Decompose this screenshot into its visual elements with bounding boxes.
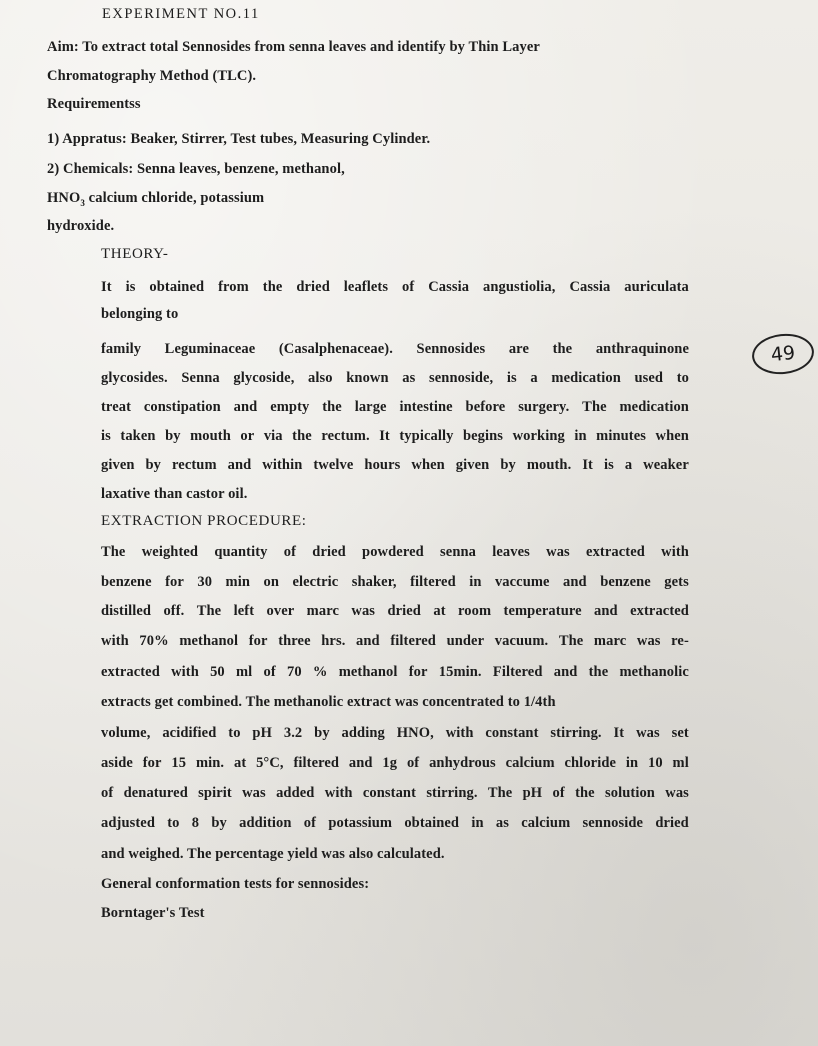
word: pH bbox=[522, 785, 543, 801]
word: as bbox=[495, 815, 509, 831]
word: electric bbox=[292, 574, 339, 590]
word: auriculata bbox=[624, 279, 689, 295]
word: The bbox=[101, 544, 126, 560]
word: of bbox=[401, 279, 415, 295]
word: min. bbox=[195, 755, 225, 771]
extraction-heading: EXTRACTION PROCEDURE: bbox=[101, 513, 307, 529]
word: glycoside, bbox=[233, 370, 295, 386]
word: to bbox=[228, 725, 241, 741]
word: on bbox=[263, 574, 279, 590]
word: 3.2 bbox=[283, 725, 303, 741]
word: in bbox=[574, 428, 587, 444]
word: stirring. bbox=[426, 785, 478, 801]
word: given bbox=[455, 457, 490, 473]
theory-heading: THEORY- bbox=[101, 246, 169, 262]
word: It bbox=[101, 279, 112, 295]
word: leaves bbox=[492, 544, 530, 560]
chemicals-formula-subscript: 3 bbox=[80, 197, 85, 208]
word: addition bbox=[239, 815, 292, 831]
word: sennoside, bbox=[429, 370, 494, 386]
theory-line bbox=[101, 341, 689, 358]
word: 8 bbox=[191, 815, 200, 831]
word: spirit bbox=[198, 785, 232, 801]
word: the bbox=[552, 341, 573, 357]
chemicals-line-2 bbox=[47, 190, 264, 208]
word: re- bbox=[671, 633, 689, 649]
word: also bbox=[308, 370, 333, 386]
word: was bbox=[636, 633, 661, 649]
word: powdered bbox=[362, 544, 424, 560]
word: weaker bbox=[643, 457, 689, 473]
word: and bbox=[594, 603, 618, 619]
word: quantity bbox=[214, 544, 268, 560]
word: by bbox=[314, 725, 330, 741]
word: was bbox=[546, 544, 570, 560]
word: hours bbox=[364, 457, 401, 473]
word: the bbox=[292, 428, 312, 444]
word: at bbox=[233, 755, 247, 771]
word: or bbox=[240, 428, 255, 444]
requirements-heading: Requirementss bbox=[47, 96, 141, 112]
word: for bbox=[142, 755, 162, 771]
word: family bbox=[101, 341, 142, 357]
word: empty bbox=[270, 399, 310, 415]
word: filtered bbox=[390, 633, 436, 649]
word: is bbox=[101, 428, 111, 444]
word: obtained bbox=[404, 815, 460, 831]
word: extracted bbox=[101, 664, 160, 680]
word: 15 bbox=[171, 755, 187, 771]
word: 30 bbox=[197, 574, 213, 590]
word: methanolic bbox=[619, 664, 689, 680]
word: within bbox=[262, 457, 303, 473]
word: rectum. bbox=[321, 428, 370, 444]
word: The bbox=[582, 399, 607, 415]
word: methanol bbox=[338, 664, 398, 680]
word: used bbox=[634, 370, 664, 386]
word: of bbox=[101, 785, 114, 801]
word: mouth bbox=[190, 428, 231, 444]
apparatus-line: 1) Appratus: Beaker, Stirrer, Test tubes, Measuring Cylinder. bbox=[47, 131, 431, 147]
word: min bbox=[225, 574, 251, 590]
word: when bbox=[411, 457, 445, 473]
word: ml bbox=[235, 664, 253, 680]
word: a bbox=[530, 370, 538, 386]
word: marc bbox=[593, 633, 627, 649]
word: at bbox=[433, 603, 446, 619]
word: was bbox=[242, 785, 266, 801]
word: Leguminaceae bbox=[164, 341, 256, 357]
extraction-line bbox=[101, 755, 689, 772]
word: under bbox=[446, 633, 485, 649]
word: known bbox=[346, 370, 389, 386]
word: by bbox=[211, 815, 227, 831]
chemicals-formula: HNO bbox=[47, 190, 81, 206]
theory-line bbox=[101, 399, 689, 416]
word: The bbox=[196, 603, 222, 619]
word: large bbox=[354, 399, 387, 415]
aim-line-1: Aim: To extract total Sennosides from senna leaves and identify by Thin Layer bbox=[47, 39, 540, 55]
word: benzene bbox=[101, 574, 152, 590]
word: marc bbox=[306, 603, 340, 619]
word: with bbox=[661, 544, 689, 560]
extraction-line bbox=[101, 664, 689, 681]
chemicals-line-2-rest: calcium chloride, potassium bbox=[84, 190, 265, 206]
word: acidified bbox=[162, 725, 217, 741]
word: three bbox=[278, 633, 311, 649]
word: over bbox=[266, 603, 295, 619]
word: the bbox=[575, 785, 595, 801]
word: by bbox=[165, 428, 181, 444]
handwritten-page-number: 49 bbox=[750, 331, 816, 377]
word: 1g bbox=[382, 755, 398, 771]
word: room bbox=[458, 603, 492, 619]
word: by bbox=[500, 457, 516, 473]
theory-line bbox=[101, 457, 689, 474]
word: % bbox=[312, 664, 328, 680]
word: 50 bbox=[210, 664, 225, 680]
word: gets bbox=[664, 574, 689, 590]
word: dried bbox=[387, 603, 421, 619]
word: pH bbox=[252, 725, 272, 741]
word: The bbox=[558, 633, 584, 649]
word: HNO, bbox=[396, 725, 434, 741]
test-name: Borntager's Test bbox=[101, 905, 205, 921]
word: for bbox=[408, 664, 428, 680]
word: Sennosides bbox=[416, 341, 486, 357]
word: before bbox=[465, 399, 506, 415]
word: and bbox=[553, 664, 578, 680]
word: for bbox=[165, 574, 184, 590]
word: in bbox=[471, 815, 484, 831]
tests-heading: General conformation tests for sennosides: bbox=[101, 876, 370, 892]
word: 10 bbox=[647, 755, 663, 771]
word: begins bbox=[462, 428, 504, 444]
word: typically bbox=[399, 428, 454, 444]
word: mouth. bbox=[526, 457, 572, 473]
word: chloride bbox=[564, 755, 617, 771]
word: adjusted bbox=[101, 815, 155, 831]
word: is bbox=[506, 370, 517, 386]
experiment-title: EXPERIMENT NO.11 bbox=[102, 6, 260, 22]
word: anthraquinone bbox=[595, 341, 689, 357]
word: hrs. bbox=[321, 633, 346, 649]
word: shaker, bbox=[351, 574, 397, 590]
word: of bbox=[303, 815, 317, 831]
word: dried bbox=[296, 279, 330, 295]
word: It bbox=[582, 457, 593, 473]
word: obtained bbox=[149, 279, 205, 295]
word: It bbox=[379, 428, 390, 444]
extraction-line bbox=[101, 725, 689, 742]
word: constipation bbox=[143, 399, 221, 415]
word: vacuum. bbox=[494, 633, 549, 649]
word: constant bbox=[485, 725, 539, 741]
word: leaflets bbox=[343, 279, 389, 295]
word: 70% bbox=[139, 633, 169, 649]
word: Filtered bbox=[492, 664, 543, 680]
aim-line-2: Chromatography Method (TLC). bbox=[47, 68, 257, 84]
word: with bbox=[101, 633, 129, 649]
word: with bbox=[324, 785, 353, 801]
word: 5°C, bbox=[256, 755, 284, 771]
word: and bbox=[348, 755, 373, 771]
word: treat bbox=[101, 399, 132, 415]
word: extracted bbox=[630, 603, 689, 619]
word: was bbox=[665, 785, 689, 801]
word: taken bbox=[120, 428, 156, 444]
extraction-line bbox=[101, 815, 689, 832]
word: with bbox=[171, 664, 199, 680]
word: and bbox=[356, 633, 380, 649]
extraction-line bbox=[101, 544, 689, 561]
word: of bbox=[406, 755, 420, 771]
word: filtered bbox=[410, 574, 456, 590]
word: 15min. bbox=[438, 664, 482, 680]
extraction-line bbox=[101, 785, 689, 802]
word: solution bbox=[605, 785, 655, 801]
extraction-line bbox=[101, 574, 689, 591]
extraction-line: and weighed. The percentage yield was also calculated. bbox=[101, 846, 445, 862]
word: and bbox=[233, 399, 258, 415]
word: aside bbox=[101, 755, 133, 771]
word: given bbox=[101, 457, 135, 473]
word: dried bbox=[312, 544, 346, 560]
word: weighted bbox=[141, 544, 199, 560]
word: Cassia bbox=[428, 279, 470, 295]
word: in bbox=[625, 755, 639, 771]
word: is bbox=[125, 279, 136, 295]
word: It bbox=[613, 725, 625, 741]
word: extracted bbox=[586, 544, 645, 560]
word: of bbox=[552, 785, 565, 801]
word: constant bbox=[362, 785, 417, 801]
word: a bbox=[624, 457, 633, 473]
word: was bbox=[351, 603, 376, 619]
word: to bbox=[167, 815, 180, 831]
word: the bbox=[322, 399, 342, 415]
word: surgery. bbox=[518, 399, 570, 415]
word: angustiolia, bbox=[483, 279, 556, 295]
extraction-line: extracts get combined. The methanolic extract was concentrated to 1/4th bbox=[101, 694, 556, 710]
word: distilled bbox=[101, 603, 152, 619]
word: added bbox=[276, 785, 315, 801]
word: senna bbox=[440, 544, 477, 560]
word: ml bbox=[672, 755, 689, 771]
word: Cassia bbox=[569, 279, 611, 295]
word: calcium bbox=[505, 755, 555, 771]
word: and bbox=[563, 574, 587, 590]
word: denatured bbox=[123, 785, 188, 801]
word: stirring. bbox=[550, 725, 602, 741]
word: was bbox=[636, 725, 660, 741]
word: adding bbox=[341, 725, 385, 741]
extraction-line bbox=[101, 603, 689, 620]
word: medication bbox=[619, 399, 689, 415]
word: vaccume bbox=[494, 574, 550, 590]
word: via bbox=[263, 428, 283, 444]
word: sennoside bbox=[582, 815, 644, 831]
word: potassium bbox=[328, 815, 393, 831]
word: with bbox=[445, 725, 474, 741]
word: Senna bbox=[181, 370, 220, 386]
chemicals-line-1: 2) Chemicals: Senna leaves, benzene, methanol, bbox=[47, 161, 345, 177]
word: methanol bbox=[179, 633, 239, 649]
word: the bbox=[588, 664, 609, 680]
word: working bbox=[512, 428, 565, 444]
word: as bbox=[402, 370, 416, 386]
word: when bbox=[655, 428, 689, 444]
chemicals-line-3: hydroxide. bbox=[47, 218, 115, 234]
word: is bbox=[603, 457, 614, 473]
theory-line: belonging to bbox=[101, 306, 179, 322]
word: (Casalphenaceae). bbox=[278, 341, 393, 357]
word: filtered bbox=[293, 755, 340, 771]
word: left bbox=[233, 603, 255, 619]
theory-line: laxative than castor oil. bbox=[101, 486, 248, 502]
word: and bbox=[227, 457, 252, 473]
word: temperature bbox=[503, 603, 582, 619]
word: of bbox=[283, 544, 297, 560]
word: for bbox=[248, 633, 268, 649]
theory-line bbox=[101, 370, 689, 387]
word: intestine bbox=[399, 399, 453, 415]
word: of bbox=[263, 664, 276, 680]
word: glycosides. bbox=[101, 370, 168, 386]
word: set bbox=[671, 725, 689, 741]
word: benzene bbox=[600, 574, 651, 590]
word: twelve bbox=[313, 457, 354, 473]
word: medication bbox=[551, 370, 621, 386]
word: 70 bbox=[286, 664, 302, 680]
theory-line bbox=[101, 279, 689, 296]
word: dried bbox=[655, 815, 689, 831]
word: the bbox=[262, 279, 283, 295]
word: by bbox=[145, 457, 162, 473]
word: from bbox=[218, 279, 249, 295]
word: minutes bbox=[596, 428, 647, 444]
word: off. bbox=[163, 603, 185, 619]
word: rectum bbox=[172, 457, 217, 473]
word: to bbox=[676, 370, 689, 386]
word: are bbox=[508, 341, 529, 357]
word: volume, bbox=[101, 725, 151, 741]
word: in bbox=[469, 574, 482, 590]
word: calcium bbox=[521, 815, 571, 831]
word: The bbox=[487, 785, 513, 801]
theory-line bbox=[101, 428, 689, 445]
word: anhydrous bbox=[429, 755, 496, 771]
extraction-line bbox=[101, 633, 689, 650]
